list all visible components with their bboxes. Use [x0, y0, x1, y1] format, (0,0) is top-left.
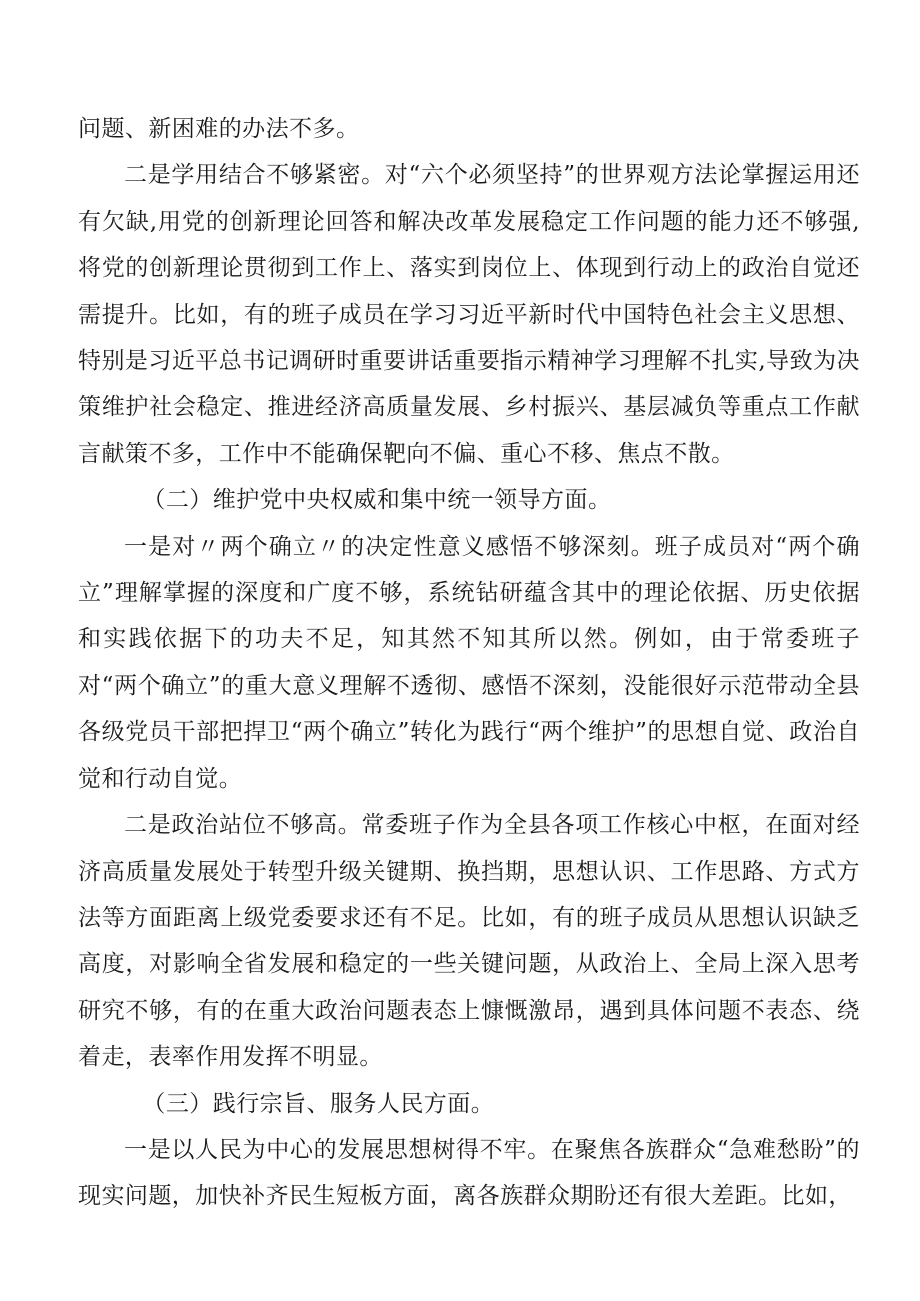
section-heading-authority: （二）维护党中央权威和集中统一领导方面。 — [142, 487, 612, 514]
document-page — [78, 106, 860, 1220]
paragraph-people-centered: 一是以人民为中心的发展思想树得不牢。在聚焦各族群众“急难愁盼”的现实问题，加快补齐民生短板方面，离各族群众期盼还有很大差距。比如， — [78, 1136, 860, 1210]
paragraph-study-application: 二是学用结合不够紧密。对“六个必须坚持”的世界观方法论掌握运用还有欠缺,用党的创新理论回答和解决改革发展稳定工作问题的能力还不够强,将党的创新理论贯彻到工作上、落实到岗位上、体现到行动上的政治自觉还需提升。比如，有的班子成员在学习习近平新时代中国特色社会主义思想、特别是习近平总书记调研时重要讲话重要指示精神学习理解不扎实,导致为决策维护社会稳定、推进经济高质量发展、乡村振兴、基层减负等重点工作献言献策不多，工作中不能确保靶向不偏、重心不移、焦点不散。 — [78, 162, 860, 467]
paragraph-continuation: 问题、新困难的办法不多。 — [78, 116, 360, 142]
paragraph-two-establishments: 一是对〃两个确立〃的决定性意义感悟不够深刻。班子成员对“两个确立”理解掌握的深度和广度不够，系统钻研蕴含其中的理论依据、历史依据和实践依据下的功夫不足，知其然不知其所以然。例如，由于常委班子对“两个确立”的重大意义理解不透彻、感悟不深刻，没能很好示范带动全县各级党员干部把捍卫“两个确立”转化为践行“两个维护”的思想自觉、政治自觉和行动自觉。 — [78, 533, 860, 792]
section-heading-serve-people: （三）践行宗旨、服务人民方面。 — [142, 1090, 495, 1117]
paragraph-political-stance: 二是政治站位不够高。常委班子作为全县各项工作核心中枢，在面对经济高质量发展处于转型升级关键期、换挡期，思想认识、工作思路、方式方法等方面距离上级党委要求还有不足。比如，有的班子成员从思想认识缺乏高度，对影响全省发展和稳定的一些关键问题，从政治上、全局上深入思考研究不够，有的在重大政治问题表态上慷慨激昂，遇到具体问题不表态、绕着走，表率作用发挥不明显。 — [78, 812, 860, 1071]
